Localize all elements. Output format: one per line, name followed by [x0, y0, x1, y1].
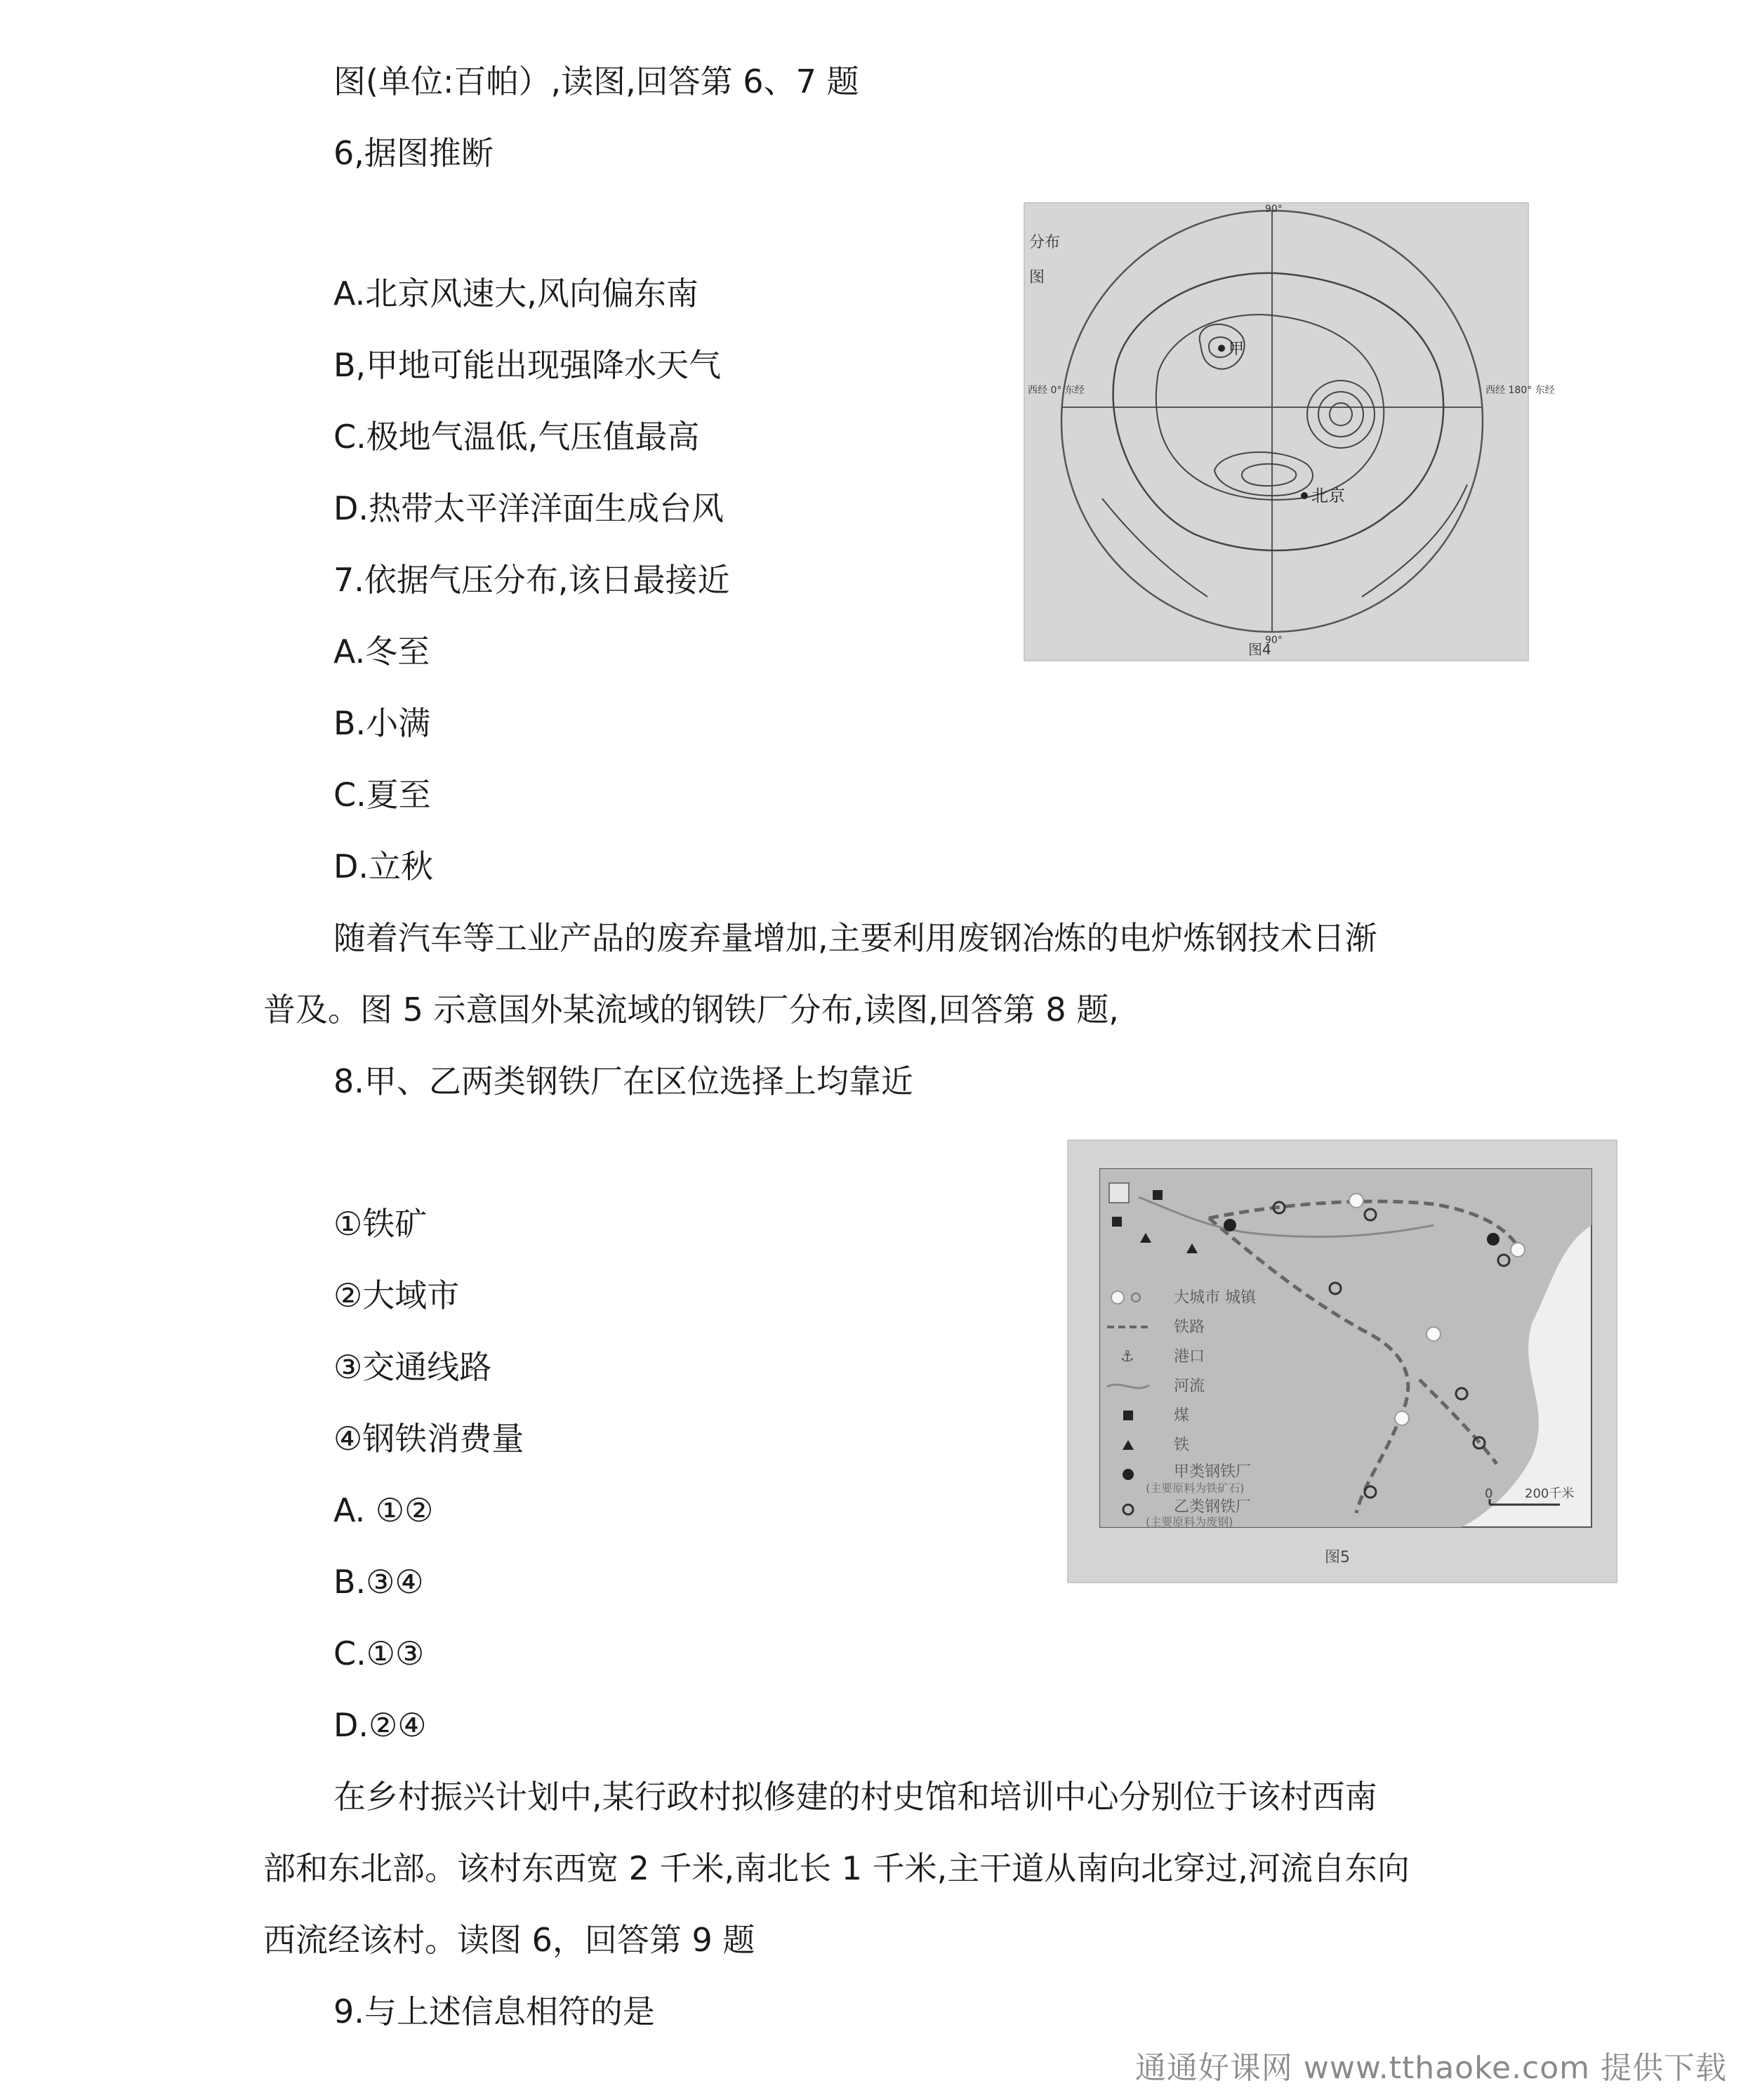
figure-5-caption: 图5: [1325, 1549, 1350, 1566]
city-marker-4: [1511, 1243, 1525, 1257]
figure-4-svg: [1025, 204, 1555, 660]
legend-port-icon: ⚓: [1120, 1348, 1134, 1366]
question-6-option-a: A.北京风速大,风向偏东南: [333, 275, 699, 312]
question-7-option-b: B.小满: [333, 704, 431, 742]
legend-coal-label: 煤: [1174, 1407, 1190, 1425]
city-marker-3: [1395, 1411, 1409, 1425]
question-7-option-c: C.夏至: [333, 776, 431, 814]
point-beijing: [1301, 492, 1308, 499]
legend-river-label: 河流: [1174, 1378, 1205, 1395]
legend-iron-label: 铁: [1174, 1437, 1190, 1454]
question-6-stem: 6,据图推断: [333, 134, 494, 172]
question-9-stem: 9.与上述信息相符的是: [333, 1993, 655, 2030]
label-corner: 分布: [1029, 234, 1061, 251]
question-7-option-a: A.冬至: [333, 633, 430, 671]
coal-marker-1: [1112, 1217, 1122, 1227]
figure-5-steel-map: [1067, 1140, 1617, 1583]
question-8-option-a: A. ①②: [333, 1491, 434, 1529]
label-beijing: 北京: [1311, 486, 1345, 506]
paragraph-steel-line2: 普及。图 5 示意国外某流域的钢铁厂分布,读图,回答第 8 题,: [263, 991, 1119, 1029]
paragraph-village-line1: 在乡村振兴计划中,某行政村拟修建的村史馆和培训中心分别位于该村西南: [333, 1778, 1377, 1816]
question-8-item-1: ①铁矿: [333, 1205, 428, 1243]
label-lon-bottom: 90°: [1265, 635, 1283, 646]
question-6-option-b: B,甲地可能出现强降水天气: [333, 346, 722, 384]
legend-plant-b-note: (主要原料为废钢): [1146, 1515, 1233, 1528]
question-7-stem: 7.依据气压分布,该日最接近: [333, 561, 730, 599]
question-8-stem: 8.甲、乙两类钢铁厂在区位选择上均靠近: [333, 1062, 913, 1100]
plant-a-marker-1: [1224, 1219, 1236, 1231]
scale-zero-label: 0: [1485, 1486, 1493, 1501]
legend-plant-a-note: (主要原料为铁矿石): [1146, 1481, 1245, 1495]
coal-marker-2: [1153, 1190, 1163, 1200]
legend-city-icon: [1111, 1291, 1124, 1304]
footer-watermark: 通通好课网 www.tthaoke.com 提供下载: [1134, 2050, 1727, 2086]
question-6-option-c: C.极地气温低,气压值最高: [333, 418, 700, 456]
legend-port-label: 港口: [1174, 1348, 1205, 1366]
legend-plant-a-icon: [1123, 1469, 1134, 1480]
paragraph-steel-line1: 随着汽车等工业产品的废弃量增加,主要利用废钢冶炼的电炉炼钢技术日渐: [333, 919, 1377, 957]
point-jia: [1218, 345, 1225, 352]
legend-plant-a-label: 甲类钢铁厂: [1174, 1463, 1252, 1481]
question-6-option-d: D.热带太平洋洋面生成台风: [333, 489, 724, 527]
legend-box-bg: [1109, 1183, 1129, 1203]
legend-plant-b-label: 乙类钢铁厂: [1174, 1498, 1252, 1516]
figure-4-pressure-map: [1024, 202, 1555, 661]
label-lon-right: 西经 180° 东经: [1485, 385, 1555, 396]
city-marker-2: [1426, 1327, 1441, 1341]
paragraph-village-line3: 西流经该村。读图 6，回答第 9 题: [263, 1921, 755, 1959]
city-marker-1: [1349, 1194, 1363, 1208]
legend-coal-icon: [1123, 1411, 1133, 1420]
legend-city-label: 大城市 城镇: [1174, 1289, 1256, 1307]
label-corner-2: 图: [1029, 269, 1045, 286]
question-8-option-d: D.②④: [333, 1706, 427, 1744]
figure-4-caption: 图4: [1248, 641, 1271, 658]
question-7-option-d: D.立秋: [333, 847, 434, 885]
question-8-item-2: ②大域市: [333, 1276, 460, 1314]
figure-5-svg: [1068, 1141, 1616, 1582]
label-lon-top: 90°: [1265, 204, 1283, 215]
question-8-item-3: ③交通线路: [333, 1348, 492, 1386]
plant-a-marker-2: [1487, 1233, 1500, 1246]
question-8-option-c: C.①③: [333, 1635, 425, 1672]
question-8-option-b: B.③④: [333, 1563, 424, 1601]
scale-distance-label: 200千米: [1525, 1486, 1575, 1501]
question-8-item-4: ④钢铁消费量: [333, 1420, 524, 1458]
label-jia: 甲: [1229, 341, 1245, 358]
text-line-intro: 图(单位:百帕）,读图,回答第 6、7 题: [333, 62, 859, 100]
label-lon-left: 西经 0° 东经: [1028, 385, 1085, 396]
legend-rail-label: 铁路: [1174, 1319, 1205, 1336]
paragraph-village-line2: 部和东北部。该村东西宽 2 千米,南北长 1 千米,主干道从南向北穿过,河流自东向: [263, 1849, 1410, 1887]
